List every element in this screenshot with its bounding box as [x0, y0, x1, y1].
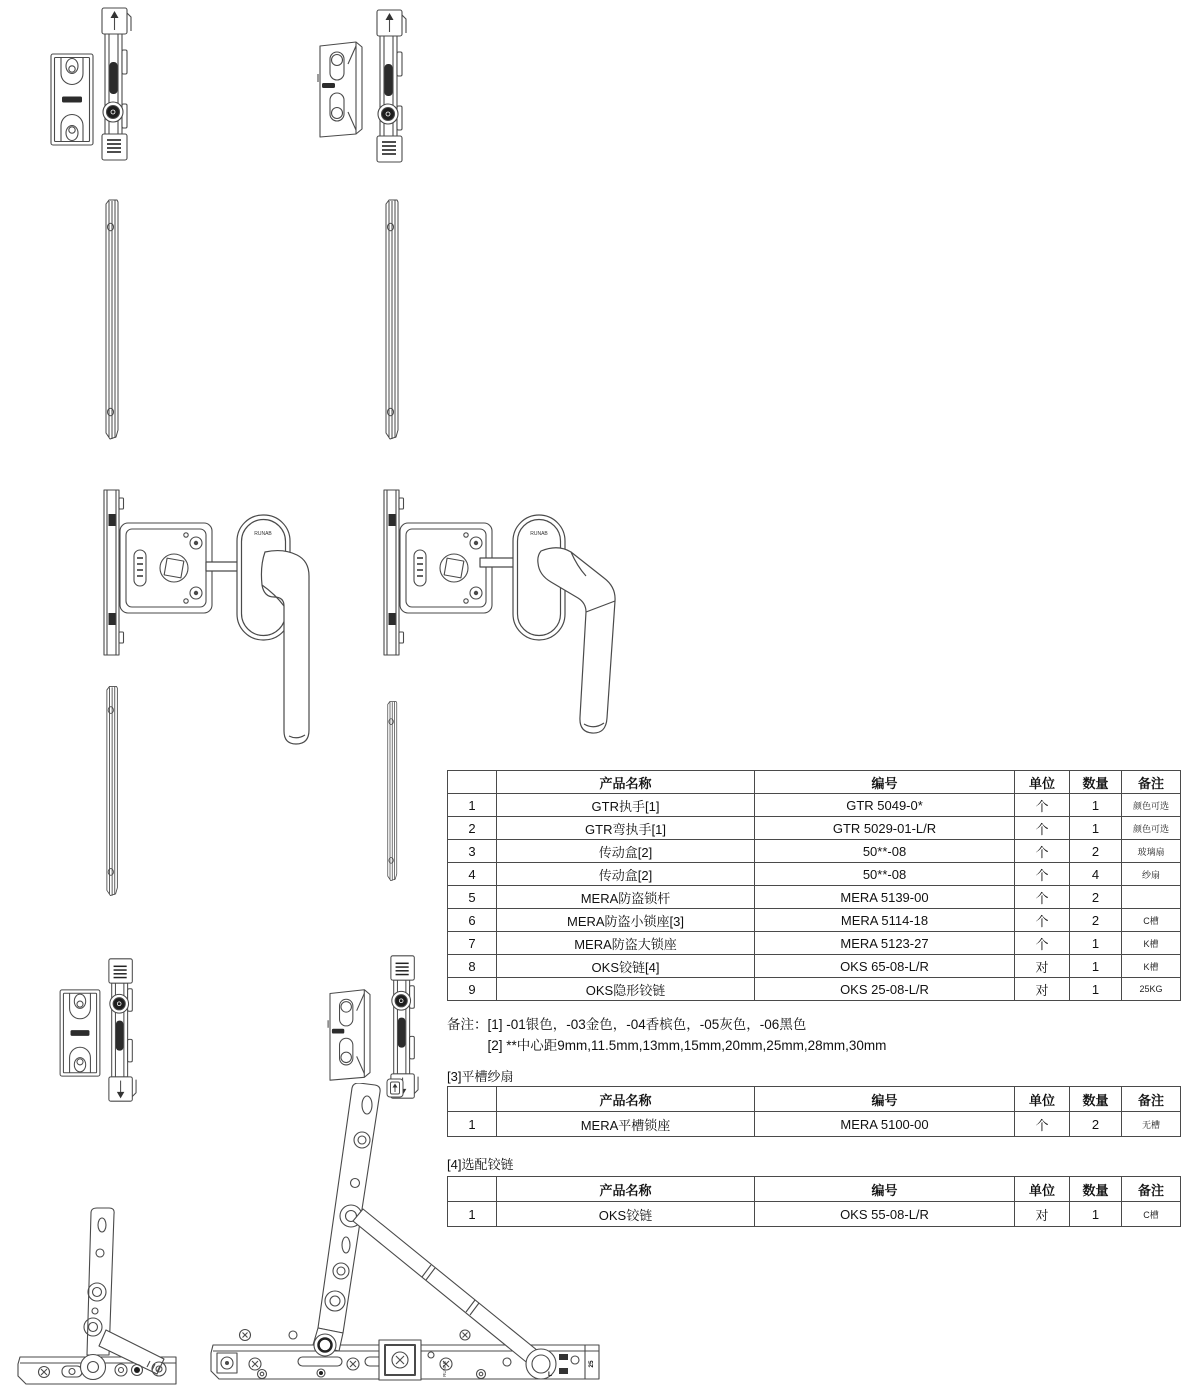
drawing-gearbox-1 [96, 486, 221, 701]
table-cell: GTR弯执手[1] [497, 817, 755, 840]
table-cell: OKS 65-08-L/R [755, 955, 1015, 978]
table-cell: 传动盒[2] [497, 840, 755, 863]
table-cell: 2 [448, 817, 497, 840]
table-cell: C槽 [1122, 1202, 1181, 1227]
table-cell: 9 [448, 978, 497, 1001]
table-cell: 2 [1070, 886, 1122, 909]
table-cell: 个 [1015, 863, 1070, 886]
table-cell: K槽 [1122, 955, 1181, 978]
drawing-lock-rod-2 [368, 7, 414, 165]
table-row [448, 794, 1181, 817]
table-cell: 1 [448, 794, 497, 817]
table-cell: 对 [1015, 978, 1070, 1001]
table-cell: 8 [448, 955, 497, 978]
table-cell: 1 [1070, 978, 1122, 1001]
table-cell: OKS 55-08-L/R [755, 1202, 1015, 1227]
column-header: 单位 [1015, 1177, 1070, 1202]
column-header [448, 771, 497, 794]
table-cell: 个 [1015, 794, 1070, 817]
table-cell: MERA 5114-18 [755, 909, 1015, 932]
table-cell: GTR 5049-0* [755, 794, 1015, 817]
column-header: 数量 [1070, 1087, 1122, 1112]
table-cell: 个 [1015, 817, 1070, 840]
column-header: 编号 [755, 1177, 1015, 1202]
brand-logo: RUNAB [442, 1361, 447, 1377]
table-cell: 个 [1015, 1112, 1070, 1137]
table-cell: OKS隐形铰链 [497, 978, 755, 1001]
table-cell: 50**-08 [755, 863, 1015, 886]
table-cell: MERA 5100-00 [755, 1112, 1015, 1137]
table-cell: 2 [1070, 840, 1122, 863]
table-cell: 1 [1070, 817, 1122, 840]
table-cell: 纱扇 [1122, 863, 1181, 886]
table-cell: 对 [1015, 1202, 1070, 1227]
table-cell: OKS铰链 [497, 1202, 755, 1227]
drawing-flat-bar-4 [381, 672, 405, 910]
column-header: 数量 [1070, 771, 1122, 794]
table-cell: 25KG [1122, 978, 1181, 1001]
column-header: 产品名称 [497, 771, 755, 794]
notes [447, 1014, 886, 1056]
table-cell: 颜色可选 [1122, 794, 1181, 817]
notes-label: 备注： [447, 1017, 488, 1032]
hinge-size-label: 25 [588, 1360, 595, 1368]
table-cell: MERA 5123-27 [755, 932, 1015, 955]
column-header: 单位 [1015, 771, 1070, 794]
table-cell: 4 [448, 863, 497, 886]
table-cell [1122, 886, 1181, 909]
table-cell: 颜色可选 [1122, 817, 1181, 840]
table-header-row [448, 771, 1181, 794]
table-cell: 个 [1015, 840, 1070, 863]
table-row [448, 817, 1181, 840]
table-cell: 1 [1070, 955, 1122, 978]
table-cell: 2 [1070, 909, 1122, 932]
column-header: 数量 [1070, 1177, 1122, 1202]
column-header: 编号 [755, 1087, 1015, 1112]
table-cell: OKS 25-08-L/R [755, 978, 1015, 1001]
table-cell: MERA防盗小锁座[3] [497, 909, 755, 932]
column-header: 备注 [1122, 1177, 1181, 1202]
table-row [448, 955, 1181, 978]
column-header: 编号 [755, 771, 1015, 794]
table-cell: 1 [448, 1202, 497, 1227]
column-header: 备注 [1122, 771, 1181, 794]
drawing-keeper-block-2 [325, 984, 375, 1084]
table-cell: K槽 [1122, 932, 1181, 955]
table-cell: MERA 5139-00 [755, 886, 1015, 909]
table-cell: MERA防盗大锁座 [497, 932, 755, 955]
table-cell: 个 [1015, 932, 1070, 955]
hinge-side-label: L [548, 1371, 552, 1378]
drawing-handle-straight [205, 506, 315, 751]
table-header-row [448, 1177, 1181, 1202]
drawing-lock-rod-1 [93, 5, 139, 163]
table-cell: 传动盒[2] [497, 863, 755, 886]
table-cell: MERA防盗锁杆 [497, 886, 755, 909]
table-row [448, 978, 1181, 1001]
drawing-flat-bar-1 [97, 197, 129, 442]
table-cell: 2 [1070, 1112, 1122, 1137]
table-cell: 对 [1015, 955, 1070, 978]
table-cell: C槽 [1122, 909, 1181, 932]
table-cell: 3 [448, 840, 497, 863]
drawing-flat-bar-3 [99, 672, 127, 910]
table-cell: 无槽 [1122, 1112, 1181, 1137]
drawing-flat-bar-2 [377, 197, 409, 442]
section-label-screen: [3]平槽纱扇 [447, 1069, 514, 1084]
table-row [448, 886, 1181, 909]
table-row [448, 932, 1181, 955]
brand-logo: RUNAB [254, 531, 272, 537]
table-cell: 1 [1070, 794, 1122, 817]
table-cell: 6 [448, 909, 497, 932]
column-header: 备注 [1122, 1087, 1181, 1112]
table-row [448, 1202, 1181, 1227]
note-line: [2] **中心距9mm,11.5mm,13mm,15mm,20mm,25mm,28mm,30mm [487, 1038, 887, 1053]
table-cell: GTR 5029-01-L/R [755, 817, 1015, 840]
column-header: 产品名称 [497, 1087, 755, 1112]
table-cell: 50**-08 [755, 840, 1015, 863]
brand-logo: RUNAB [530, 531, 548, 537]
column-header [448, 1177, 497, 1202]
table-cell: 个 [1015, 886, 1070, 909]
table-cell: 4 [1070, 863, 1122, 886]
table-row [448, 840, 1181, 863]
table-cell: MERA平槽锁座 [497, 1112, 755, 1137]
table-cell: 个 [1015, 909, 1070, 932]
drawing-handle-bent [476, 506, 641, 746]
drawing-keeper-plate-1 [48, 52, 96, 147]
parts-table-main [447, 770, 1181, 1001]
column-header: 单位 [1015, 1087, 1070, 1112]
parts-table-screen [447, 1086, 1181, 1137]
table-cell: 玻璃扇 [1122, 840, 1181, 863]
column-header [448, 1087, 497, 1112]
column-header: 产品名称 [497, 1177, 755, 1202]
drawing-keeper-block-1 [315, 36, 367, 141]
table-cell: 1 [1070, 1202, 1122, 1227]
table-row [448, 863, 1181, 886]
table-row [448, 1112, 1181, 1137]
table-cell: 5 [448, 886, 497, 909]
table-cell: 1 [1070, 932, 1122, 955]
drawing-keeper-plate-2 [57, 988, 103, 1078]
table-cell: GTR执手[1] [497, 794, 755, 817]
drawing-hinge-small [14, 1206, 184, 1392]
table-header-row [448, 1087, 1181, 1112]
drawing-lock-rod-3 [99, 956, 145, 1104]
note-line: [1] -01银色，-03金色，-04香槟色，-05灰色，-06黑色 [487, 1017, 807, 1032]
table-row [448, 909, 1181, 932]
table-cell: OKS铰链[4] [497, 955, 755, 978]
section-label-hinge: [4]选配铰链 [447, 1157, 514, 1172]
parts-table-hinge [447, 1176, 1181, 1227]
table-cell: 7 [448, 932, 497, 955]
table-cell: 1 [448, 1112, 497, 1137]
